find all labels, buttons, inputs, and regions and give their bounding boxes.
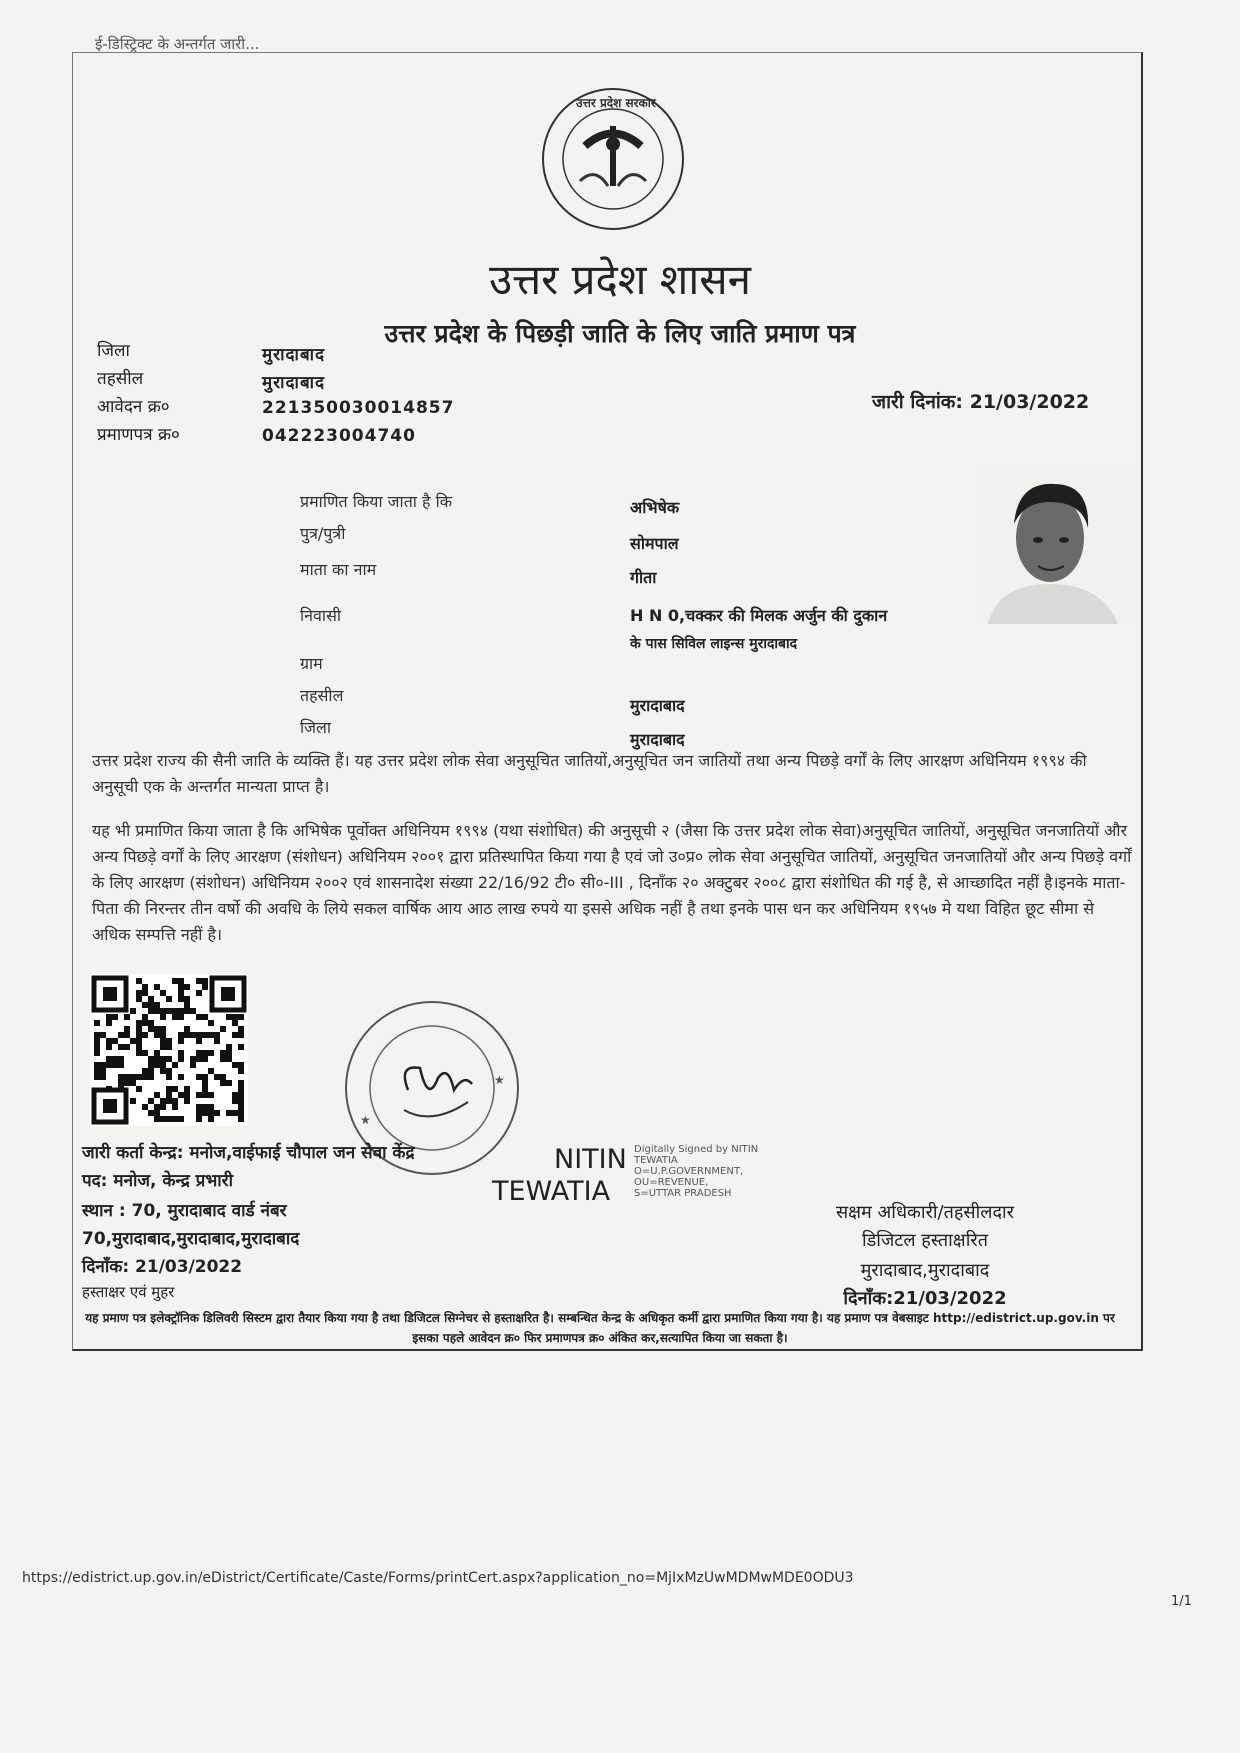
qr-module <box>208 1050 214 1056</box>
qr-module <box>196 1038 202 1044</box>
qr-module <box>166 1038 172 1044</box>
issuer-centre: जारी कर्ता केन्द्र: मनोज,वाईफाई चौपाल जन सेवा केंद्र <box>82 1143 415 1163</box>
qr-module <box>118 1056 124 1062</box>
qr-module <box>232 1092 238 1098</box>
issuer-place-line-1: स्थान : 70, मुरादाबाद वार्ड नंबर <box>82 1201 287 1221</box>
qr-module <box>238 1080 244 1086</box>
qr-module <box>100 1032 106 1038</box>
qr-module <box>238 1062 244 1068</box>
qr-module <box>130 1080 136 1086</box>
applicant-photo <box>978 466 1130 624</box>
qr-module <box>160 1008 166 1014</box>
qr-module <box>142 1032 148 1038</box>
applicant-name: अभिषेक <box>630 498 680 517</box>
address-line-1: H N 0,चक्कर की मिलक अर्जुन की दुकान <box>630 606 888 625</box>
qr-module <box>142 984 148 990</box>
meta-certificate-value: 042223004740 <box>262 426 416 446</box>
qr-module <box>106 1014 112 1020</box>
qr-module <box>178 1092 184 1098</box>
qr-module <box>154 1002 160 1008</box>
parent-name: सोमपाल <box>630 534 679 553</box>
qr-module <box>208 1032 214 1038</box>
qr-module <box>166 1044 172 1050</box>
qr-module <box>178 1056 184 1062</box>
qr-module <box>238 1086 244 1092</box>
qr-module <box>232 1014 238 1020</box>
qr-module <box>118 1062 124 1068</box>
qr-module <box>124 1026 130 1032</box>
qr-module <box>238 1116 244 1122</box>
qr-module <box>172 1104 178 1110</box>
qr-module <box>232 1098 238 1104</box>
qr-module <box>172 978 178 984</box>
qr-module <box>148 996 154 1002</box>
qr-module <box>160 990 166 996</box>
qr-module <box>94 1068 100 1074</box>
qr-module <box>196 1014 202 1020</box>
district-value: मुरादाबाद <box>630 730 685 749</box>
qr-module <box>166 1098 172 1104</box>
qr-module <box>232 1020 238 1026</box>
meta-certificate-label: प्रमाणपत्र क्र० <box>97 425 180 445</box>
qr-module <box>100 1062 106 1068</box>
qr-module <box>160 1044 166 1050</box>
qr-module <box>208 1116 214 1122</box>
qr-module <box>154 1050 160 1056</box>
qr-module <box>178 990 184 996</box>
qr-module <box>232 1062 238 1068</box>
qr-module <box>184 984 190 990</box>
qr-module <box>172 1062 178 1068</box>
qr-module <box>148 1026 154 1032</box>
qr-module <box>238 1026 244 1032</box>
issue-date: जारी दिनांक: 21/03/2022 <box>872 391 1090 413</box>
qr-module <box>172 1086 178 1092</box>
qr-module <box>112 1062 118 1068</box>
qr-module <box>112 1056 118 1062</box>
qr-module <box>178 1038 184 1044</box>
qr-module <box>178 978 184 984</box>
qr-module <box>100 1068 106 1074</box>
issuer-sign-seal-label: हस्ताक्षर एवं मुहर <box>82 1283 175 1301</box>
qr-module <box>184 1008 190 1014</box>
qr-module <box>154 1032 160 1038</box>
qr-module <box>106 1056 112 1062</box>
signature-details: Digitally Signed by NITIN TEWATIA O=U.P.GOVERNMENT, OU=REVENUE, S=UTTAR PRADESH <box>634 1144 759 1199</box>
svg-text:★: ★ <box>360 1113 371 1127</box>
qr-module <box>232 1032 238 1038</box>
qr-module <box>184 1002 190 1008</box>
meta-tehsil-value: मुरादाबाद <box>262 373 326 393</box>
emblem-text: उत्तर प्रदेश सरकार <box>576 96 656 110</box>
qr-module <box>220 1080 226 1086</box>
qr-code <box>90 974 248 1126</box>
qr-module <box>154 1062 160 1068</box>
issuer-place-line-2: 70,मुरादाबाद,मुरादाबाद,मुरादाबाद <box>82 1229 300 1249</box>
qr-module <box>172 1116 178 1122</box>
qr-module <box>106 1062 112 1068</box>
qr-module <box>94 1050 100 1056</box>
qr-module <box>154 1116 160 1122</box>
qr-module <box>148 1074 154 1080</box>
qr-module <box>160 1062 166 1068</box>
qr-module <box>238 1014 244 1020</box>
qr-module <box>196 1092 202 1098</box>
qr-module <box>106 1020 112 1026</box>
qr-module <box>136 1044 142 1050</box>
qr-module <box>238 1104 244 1110</box>
qr-module <box>118 1074 124 1080</box>
qr-module <box>136 996 142 1002</box>
qr-module <box>94 1020 100 1026</box>
qr-module <box>166 1086 172 1092</box>
qr-module <box>220 1074 226 1080</box>
qr-module <box>226 1050 232 1056</box>
meta-application-label: आवेदन क्र० <box>97 397 170 417</box>
qr-module <box>154 984 160 990</box>
qr-module <box>148 1098 154 1104</box>
parent-label: पुत्र/पुत्री <box>300 524 346 543</box>
meta-district-value: मुरादाबाद <box>262 345 326 365</box>
qr-module <box>154 1026 160 1032</box>
qr-module <box>190 1008 196 1014</box>
qr-module <box>148 1008 154 1014</box>
qr-module <box>136 1026 142 1032</box>
print-url: https://edistrict.up.gov.in/eDistrict/Certificate/Caste/Forms/printCert.aspx?application_no=MjIxMzUwMDMwMDE0ODU3 <box>22 1570 854 1586</box>
mother-label: माता का नाम <box>300 560 377 579</box>
qr-module <box>136 1050 142 1056</box>
qr-module <box>124 1080 130 1086</box>
qr-module <box>166 1008 172 1014</box>
qr-module <box>202 978 208 984</box>
qr-module <box>166 1068 172 1074</box>
qr-module <box>166 1056 172 1062</box>
page-number: 1/1 <box>1171 1594 1192 1609</box>
officer-date: दिनाँक:21/03/2022 <box>843 1288 1007 1309</box>
resident-label: निवासी <box>300 606 342 625</box>
svg-text:★: ★ <box>494 1073 505 1087</box>
qr-module <box>160 1098 166 1104</box>
qr-module <box>202 1050 208 1056</box>
qr-module <box>166 1092 172 1098</box>
qr-module <box>226 1110 232 1116</box>
qr-module <box>160 1116 166 1122</box>
qr-module <box>196 1032 202 1038</box>
qr-module <box>142 1104 148 1110</box>
qr-module <box>220 1056 226 1062</box>
creamy-layer-statement: यह भी प्रमाणित किया जाता है कि अभिषेक पूर्वोक्त अधिनियम १९९४ (यथा संशोधित) की अनुसूची २ (जैसा कि उत्तर प्रदेश लोक सेवा)अनुसूचित जातियों, अनुसूचित जनजातियों और अन्य पिछड़े वर्गों के लिए आरक्षण (संशोधन) अधिनियम २००१ द्वारा प्रतिस्थापित किया गया है एवं जो उ०प्र० लोक सेवा अनुसूचित जातियों, अनुसूचित जनजातियों और अन्य पिछड़े वर्गों के लिए आरक्षण (संशोधन) अधिनियम २००२ एवं शासनादेश संख्या 22/16/92 टी० सी०-III , दिनाँक २० अक्टुबर २००८ द्वारा संशोधित की गई है, से आच्छादित नहीं है।इनके माता-पिता की निरन्तर तीन वर्षो की अवधि के लिये सकल वार्षिक आय आठ लाख रुपये या इससे अधिक नहीं है तथा इनके पास धन कर अधिनियम १९५७ मे यथा विहित छूट सीमा से अधिक सम्पत्ति नहीं है। <box>92 821 1132 944</box>
certified-label: प्रमाणित किया जाता है कि <box>300 492 453 511</box>
qr-module <box>196 1056 202 1062</box>
qr-module <box>208 1104 214 1110</box>
top-note: ई-डिस्ट्रिक्ट के अन्तर्गत जारी... <box>95 35 260 53</box>
qr-module <box>196 1074 202 1080</box>
footer-note: यह प्रमाण पत्र इलेक्ट्रॉनिक डिलिवरी सिस्टम द्वारा तैयार किया गया है तथा डिजिटल सिग्नेचर से हस्ताक्षरित है। सम्बन्धित केन्द्र के अधिकृत कर्मी द्वारा प्रमाणित किया गया है। यह प्रमाण पत्र वेबसाइट http://edistrict.up.gov.in पर इसका पहले आवेदन क्र० फिर प्रमाणपत्र क्र० अंकित कर,सत्यापित किया जा सकता है। <box>85 1311 1115 1345</box>
qr-module <box>226 1044 232 1050</box>
qr-module <box>94 1044 100 1050</box>
qr-module <box>124 1032 130 1038</box>
qr-module <box>208 1110 214 1116</box>
qr-module <box>160 1038 166 1044</box>
caste-statement: उत्तर प्रदेश राज्य की सैनी जाति के व्यक्ति हैं। यह उत्तर प्रदेश लोक सेवा अनुसूचित जातियों,अनुसूचित जन जातियों तथा अन्य पिछड़े वर्गों के लिए आरक्षण अधिनियम १९९४ की अनुसूची एक के अन्तर्गत मान्यता प्राप्त है। <box>92 751 1087 796</box>
document-subtitle: उत्तर प्रदेश के पिछड़ी जाति के लिए जाति प्रमाण पत्र <box>384 319 856 348</box>
issuer-post: पद: मनोज, केन्द्र प्रभारी <box>82 1171 234 1191</box>
qr-module <box>136 1020 142 1026</box>
qr-module <box>166 1074 172 1080</box>
qr-module <box>136 1038 142 1044</box>
qr-module <box>106 1038 112 1044</box>
up-emblem <box>540 86 686 232</box>
qr-module <box>226 1056 232 1062</box>
qr-module <box>178 984 184 990</box>
qr-module <box>202 1104 208 1110</box>
qr-module <box>112 1014 118 1020</box>
qr-module <box>94 1032 100 1038</box>
qr-module <box>130 1098 136 1104</box>
qr-module <box>136 1074 142 1080</box>
tehsil-label: तहसील <box>300 686 344 705</box>
qr-module <box>226 1014 232 1020</box>
officer-signed: डिजिटल हस्ताक्षरित <box>862 1230 988 1251</box>
meta-application-value: 221350030014857 <box>262 398 455 418</box>
qr-module <box>154 1110 160 1116</box>
qr-module <box>184 1086 190 1092</box>
qr-module <box>124 1014 130 1020</box>
document-title: उत्तर प्रदेश शासन <box>489 255 751 304</box>
qr-module <box>190 1062 196 1068</box>
qr-module <box>196 1050 202 1056</box>
qr-module <box>112 1038 118 1044</box>
qr-module <box>94 1038 100 1044</box>
qr-module <box>172 1014 178 1020</box>
qr-module <box>160 1026 166 1032</box>
qr-module <box>160 1068 166 1074</box>
qr-module <box>118 1032 124 1038</box>
qr-module <box>208 1092 214 1098</box>
officer-title: सक्षम अधिकारी/तहसीलदार <box>835 1202 1015 1223</box>
qr-module <box>190 1032 196 1038</box>
qr-module <box>202 1056 208 1062</box>
qr-module <box>202 1032 208 1038</box>
qr-module <box>172 1098 178 1104</box>
qr-module <box>202 1086 208 1092</box>
qr-module <box>136 1086 142 1092</box>
qr-module <box>202 1080 208 1086</box>
tehsil-value: मुरादाबाद <box>630 696 685 715</box>
qr-module <box>214 1032 220 1038</box>
meta-district-label: जिला <box>97 341 130 361</box>
qr-module <box>202 1110 208 1116</box>
qr-module <box>178 1116 184 1122</box>
qr-module <box>232 1110 238 1116</box>
qr-module <box>142 1014 148 1020</box>
qr-module <box>160 1104 166 1110</box>
qr-module <box>202 984 208 990</box>
qr-module <box>178 1008 184 1014</box>
qr-module <box>196 1110 202 1116</box>
qr-module <box>208 1068 214 1074</box>
district-label: जिला <box>300 718 332 737</box>
qr-module <box>124 1044 130 1050</box>
qr-module <box>166 996 172 1002</box>
qr-module <box>178 1014 184 1020</box>
qr-module <box>166 1116 172 1122</box>
officer-place: मुरादाबाद,मुरादाबाद <box>860 1260 990 1281</box>
signer-last-name: TEWATIA <box>492 1176 611 1207</box>
qr-module <box>118 1044 124 1050</box>
qr-module <box>148 1020 154 1026</box>
qr-module <box>220 1050 226 1056</box>
address-line-2: के पास सिविल लाइन्स मुरादाबाद <box>630 636 798 652</box>
qr-module <box>214 1110 220 1116</box>
qr-module <box>196 1104 202 1110</box>
qr-module <box>208 1020 214 1026</box>
qr-module <box>136 978 142 984</box>
qr-module <box>196 978 202 984</box>
qr-module <box>94 1074 100 1080</box>
qr-module <box>238 1032 244 1038</box>
qr-module <box>100 1074 106 1080</box>
issuer-date: दिनाँक: 21/03/2022 <box>82 1257 243 1277</box>
qr-module <box>148 1110 154 1116</box>
qr-module <box>130 1074 136 1080</box>
qr-module <box>190 1056 196 1062</box>
qr-module <box>142 1068 148 1074</box>
qr-module <box>160 1032 166 1038</box>
qr-module <box>172 1008 178 1014</box>
qr-module <box>154 1008 160 1014</box>
qr-module <box>196 990 202 996</box>
qr-module <box>184 996 190 1002</box>
signer-first-name: NITIN <box>554 1144 627 1175</box>
qr-module <box>148 1062 154 1068</box>
meta-tehsil-label: तहसील <box>97 369 144 389</box>
mother-name: गीता <box>630 568 657 587</box>
qr-module <box>202 1074 208 1080</box>
qr-module <box>136 1032 142 1038</box>
qr-module <box>178 1074 184 1080</box>
qr-module <box>160 1014 166 1020</box>
qr-module <box>148 1056 154 1062</box>
village-label: ग्राम <box>300 654 323 673</box>
qr-module <box>202 1092 208 1098</box>
qr-module <box>148 1068 154 1074</box>
qr-module <box>148 1002 154 1008</box>
qr-module <box>154 1092 160 1098</box>
qr-module <box>178 1050 184 1056</box>
qr-module <box>238 1092 244 1098</box>
qr-module <box>94 1062 100 1068</box>
qr-module <box>142 1002 148 1008</box>
qr-module <box>238 1044 244 1050</box>
qr-module <box>184 1026 190 1032</box>
qr-module <box>184 1098 190 1104</box>
qr-module <box>154 1056 160 1062</box>
qr-module <box>118 1086 124 1092</box>
qr-module <box>220 1026 226 1032</box>
qr-module <box>214 1074 220 1080</box>
qr-module <box>196 1116 202 1122</box>
qr-module <box>238 1110 244 1116</box>
qr-module <box>184 1032 190 1038</box>
qr-module <box>142 1050 148 1056</box>
qr-module <box>226 1080 232 1086</box>
qr-module <box>178 1032 184 1038</box>
qr-module <box>238 1068 244 1074</box>
qr-module <box>184 1092 190 1098</box>
qr-module <box>130 1038 136 1044</box>
qr-module <box>142 1020 148 1026</box>
qr-module <box>118 1080 124 1086</box>
digital-signature <box>492 1144 759 1208</box>
qr-module <box>178 996 184 1002</box>
qr-module <box>106 1044 112 1050</box>
qr-module <box>124 1074 130 1080</box>
qr-module <box>130 1008 136 1014</box>
qr-module <box>238 1098 244 1104</box>
qr-module <box>106 1086 112 1092</box>
qr-module <box>142 990 148 996</box>
qr-module <box>154 1104 160 1110</box>
qr-module <box>136 990 142 996</box>
qr-module <box>142 1074 148 1080</box>
qr-module <box>202 1014 208 1020</box>
qr-module <box>214 1038 220 1044</box>
qr-module <box>160 1056 166 1062</box>
